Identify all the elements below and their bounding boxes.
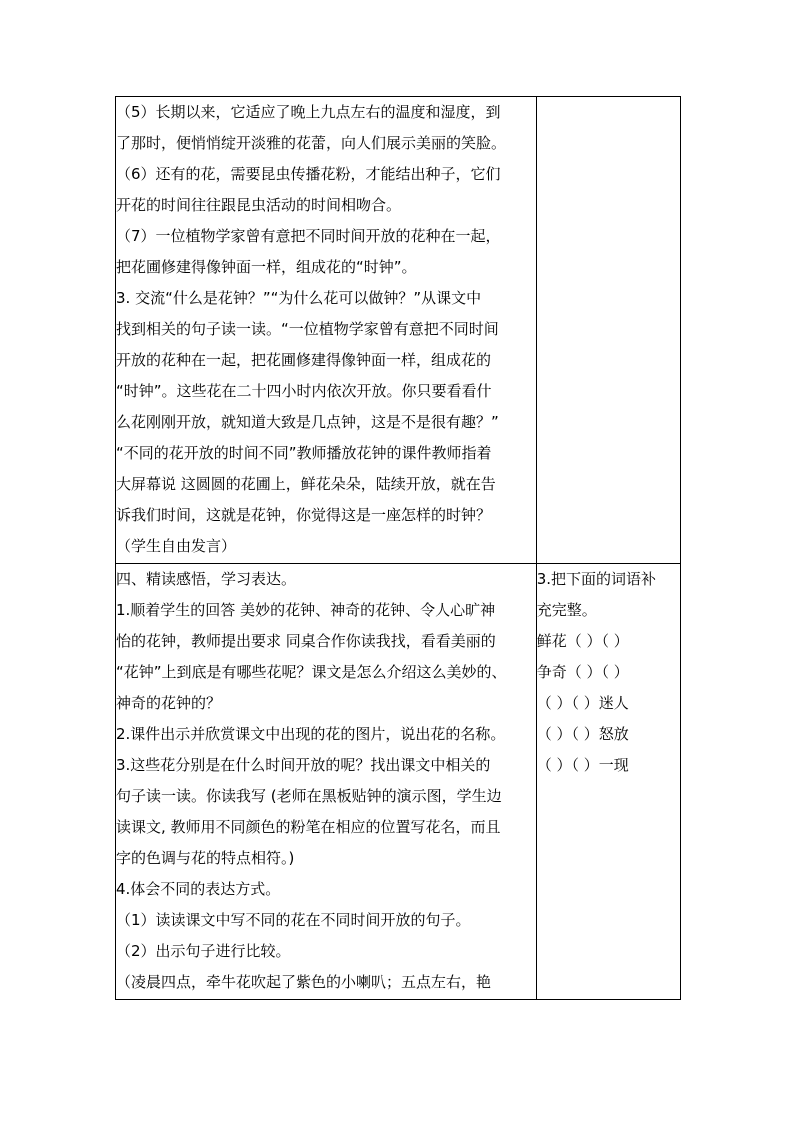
lesson-content-cell — [116, 564, 537, 1000]
text-line: 3.这些花分别是在什么时间开放的呢？找出课文中相关的 — [116, 756, 491, 774]
text-line: “时钟”。这些花在二十四小时内依次开放。你只要看看什 — [116, 382, 492, 400]
exercise-cell-empty — [536, 97, 680, 564]
text-line: （5）长期以来，它适应了晚上九点左右的温度和湿度，到 — [116, 103, 501, 121]
exercise-line: （ ）（ ）迷人 — [536, 694, 629, 712]
text-line: 字的色调与花的特点相符。) — [116, 849, 295, 867]
text-line: 1.顺着学生的回答 美妙的花钟、神奇的花钟、令人心旷神 — [116, 601, 496, 619]
text-line: “花钟”上到底是有哪些花呢？课文是怎么介绍这么美妙的、 — [116, 663, 507, 681]
text-line: 3. 交流“什么是花钟？”“为什么花可以做钟？”从课文中 — [116, 289, 482, 307]
exercise-cell — [536, 564, 680, 1000]
text-line: （7）一位植物学家曾有意把不同时间开放的花种在一起， — [116, 227, 501, 245]
text-line: 读课文, 教师用不同颜色的粉笔在相应的位置写花名，而且 — [116, 818, 501, 836]
text-line: 怡的花钟，教师提出要求 同桌合作你读我找，看看美丽的 — [116, 632, 496, 650]
text-line: （1）读读课文中写不同的花在不同时间开放的句子。 — [116, 911, 471, 929]
table-row — [116, 97, 681, 564]
text-line: 开花的时间往往跟昆虫活动的时间相吻合。 — [116, 196, 402, 214]
text-line: 么花刚刚开放，就知道大致是几点钟，这是不是很有趣？” — [116, 413, 499, 431]
text-line: 2.课件出示并欣赏课文中出现的花的图片，说出花的名称。 — [116, 725, 506, 743]
lesson-plan-table — [115, 96, 681, 1000]
exercise-line: 充完整。 — [536, 601, 597, 619]
exercise-line: 鲜花（ ）（ ） — [536, 632, 629, 650]
text-line: “不同的花开放的时间不同”教师播放花钟的课件教师指着 — [116, 444, 492, 462]
exercise-line: （ ）（ ）一现 — [536, 756, 629, 774]
text-line: 把花圃修建得像钟面一样，组成花的“时钟”。 — [116, 258, 417, 276]
text-line: （2）出示句子进行比较。 — [116, 942, 291, 960]
text-line: （6）还有的花，需要昆虫传播花粉，才能结出种子，它们 — [116, 165, 501, 183]
text-line: 开放的花种在一起，把花圃修建得像钟面一样，组成花的 — [116, 351, 492, 369]
text-line: （凌晨四点，牵牛花吹起了紫色的小喇叭；五点左右，艳 — [116, 973, 492, 991]
text-line: （学生自由发言） — [116, 537, 237, 555]
section-heading: 四、精读感悟，学习表达。 — [116, 570, 297, 588]
table-row — [116, 564, 681, 1000]
text-line: 大屏幕说 这圆圆的花圃上，鲜花朵朵，陆续开放，就在告 — [116, 475, 496, 493]
text-line: 找到相关的句子读一读。“一位植物学家曾有意把不同时间 — [116, 320, 499, 338]
text-line: 句子读一读。你读我写 (老师在黑板贴钟的演示图，学生边 — [116, 787, 502, 805]
lesson-content-cell — [116, 97, 537, 564]
text-line: 了那时，便悄悄绽开淡雅的花蕾，向人们展示美丽的笑脸。 — [116, 134, 507, 152]
exercise-line: 3.把下面的词语补 — [536, 570, 657, 588]
text-line: 诉我们时间，这就是花钟，你觉得这是一座怎样的时钟？ — [116, 506, 492, 524]
text-line: 4.体会不同的表达方式。 — [116, 880, 281, 898]
exercise-line: （ ）（ ）怒放 — [536, 725, 629, 743]
exercise-line: 争奇（ ）（ ） — [536, 663, 629, 681]
text-line: 神奇的花钟的？ — [116, 694, 222, 712]
